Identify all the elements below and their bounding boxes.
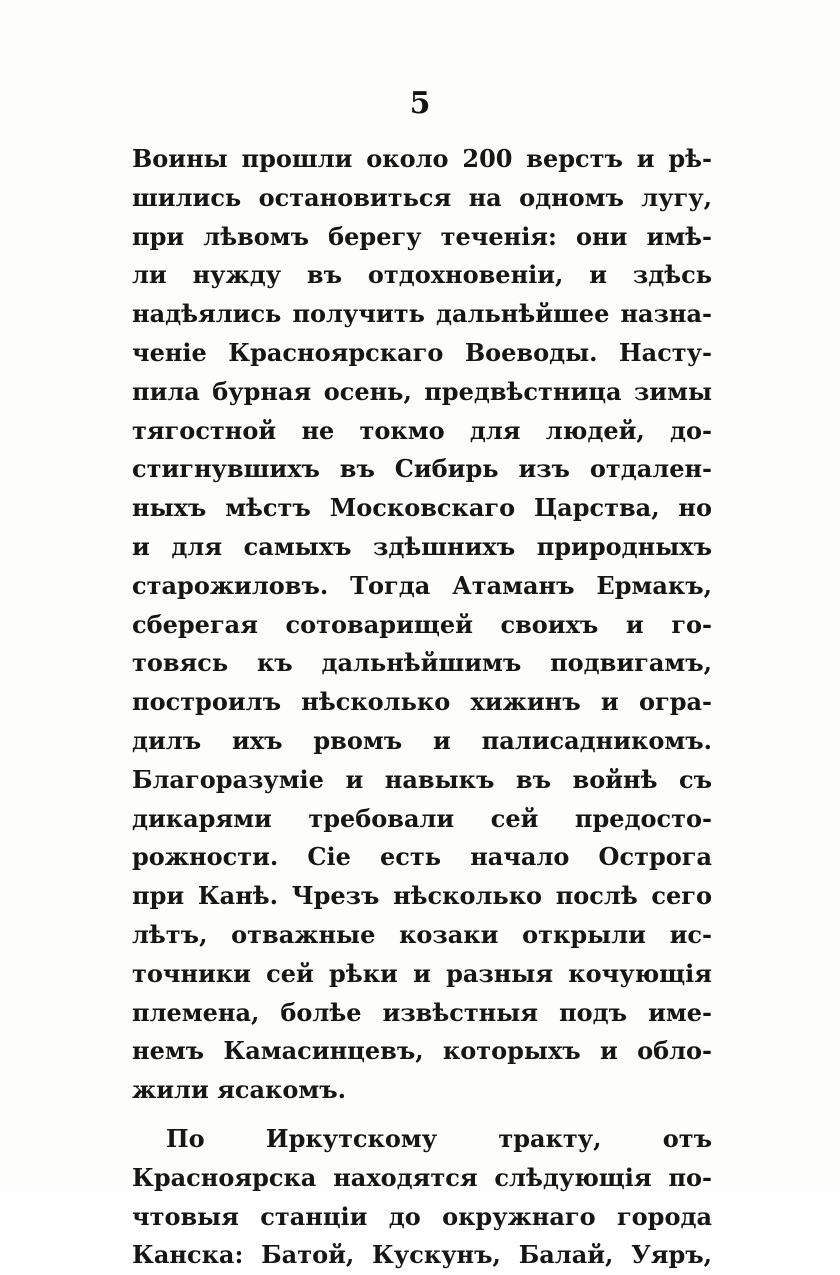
paragraph-gap [132, 1110, 712, 1120]
text-line: племена, болѣе извѣстныя подъ име- [132, 997, 712, 1027]
text-line: Благоразуміе и навыкъ въ войнѣ съ [132, 764, 712, 794]
text-line: пила бурная осень, предвѣстница зимы [132, 376, 712, 406]
body-text [132, 140, 712, 1275]
text-line: при Канѣ. Чрезъ нѣсколько послѣ сего [132, 881, 712, 911]
text-line: товясь къ дальнѣйшимъ подвигамъ, [132, 648, 712, 678]
text-line: старожиловъ. Тогда Атаманъ Ермакъ, [132, 570, 712, 600]
text-line: построилъ нѣсколько хижинъ и огра- [132, 687, 712, 717]
text-line: жили ясакомъ. [132, 1075, 346, 1105]
text-line: дикарями требовали сей предосто- [132, 803, 712, 833]
text-line: рожности. Сіе есть начало Острога [132, 842, 712, 872]
text-line: надѣялись получить дальнѣйшее назна- [132, 299, 712, 329]
text-line: немъ Камасинцевъ, которыхъ и обло- [132, 1036, 712, 1066]
page-number: 5 [409, 86, 431, 121]
text-line: По Иркутскому тракту, отъ [166, 1123, 712, 1153]
text-line: и для самыхъ здѣшнихъ природныхъ [132, 531, 712, 561]
text-line: ли нужду въ отдохновеніи, и здѣсь [132, 260, 712, 290]
paragraph [132, 1120, 712, 1275]
text-line: лѣтъ, отважные козаки открыли ис- [132, 919, 712, 949]
text-line: Красноярска находятся слѣдующія по- [132, 1162, 712, 1192]
text-line: тягостной не токмо для людей, до- [132, 415, 712, 445]
text-line: при лѣвомъ берегу теченія: они имѣ- [132, 221, 712, 251]
text-line: ныхъ мѣстъ Московскаго Царства, но [132, 493, 712, 523]
text-line: точники сей рѣки и разныя кочующія [132, 958, 712, 988]
paragraph [132, 140, 712, 1110]
text-line: сберегая сотоварищей своихъ и го- [132, 609, 712, 639]
text-line: ченіе Красноярскаго Воеводы. Насту- [132, 337, 712, 367]
text-line: стигнувшихъ въ Сибирь изъ отдален- [132, 454, 712, 484]
text-line: Воины прошли около 200 верстъ и рѣ- [132, 144, 712, 173]
text-line: Канска: Батой, Кускунъ, Балай, Уяръ, [132, 1240, 712, 1270]
text-line: дилъ ихъ рвомъ и палисадникомъ. [132, 725, 712, 755]
text-line: шились остановиться на одномъ лугу, [132, 182, 712, 212]
text-line: чтовыя станціи до окружнаго города [132, 1201, 712, 1231]
